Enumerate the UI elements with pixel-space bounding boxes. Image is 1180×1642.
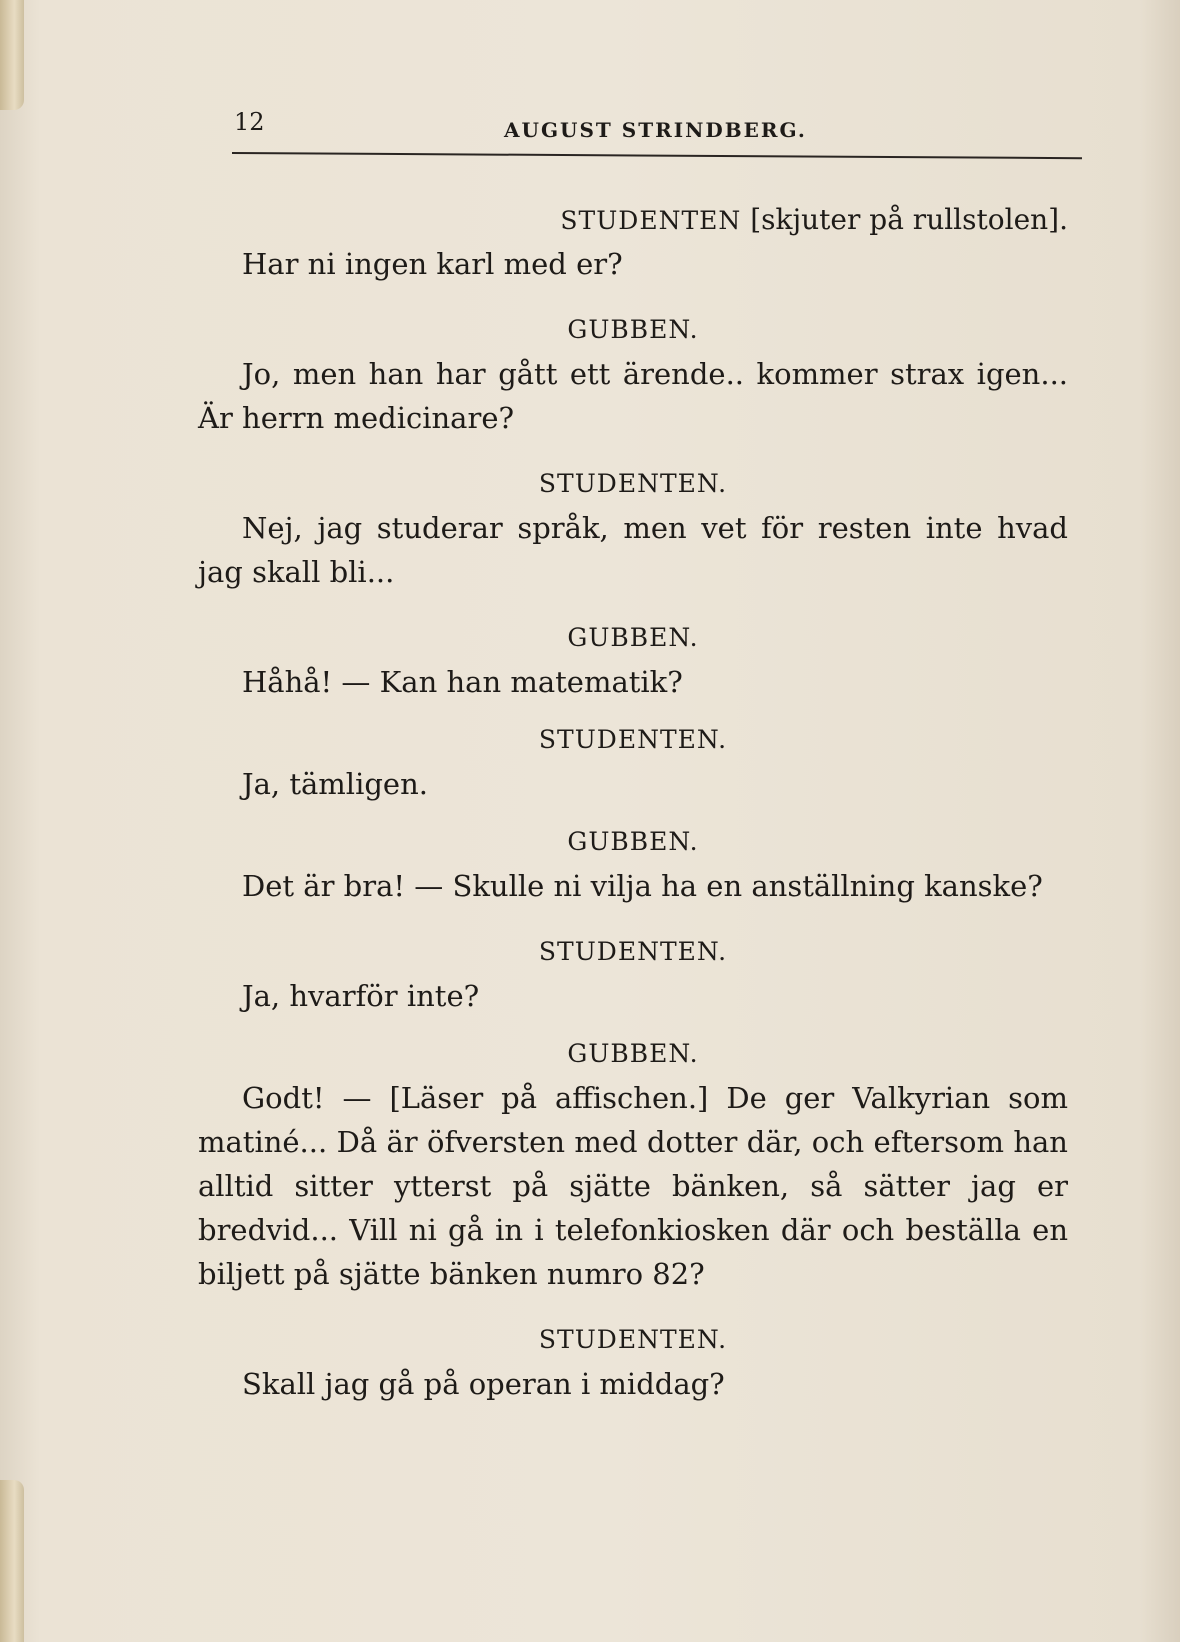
speaker-label: GUBBEN. [567,315,699,344]
speaker-name: STUDENTEN [560,206,742,235]
stage-direction: [skjuter på rullstolen]. [750,203,1068,236]
dialogue-line: Skall jag gå på operan i middag? [242,1367,725,1401]
dialogue-line: Det är bra! — Skulle ni vilja ha en anställning kanske? [242,869,1043,903]
dialogue-line: Håhå! — Kan han matematik? [242,665,683,699]
binding-edge-top [0,0,24,110]
speaker-label: STUDENTEN. [538,937,728,966]
speaker-label: STUDENTEN. [538,1325,728,1354]
header-rule [232,152,1082,159]
dialogue-line: Jo, men han har gått ett ärende.. kommer strax igen... Är herrn medicinare? [198,357,1068,435]
speaker-label [198,198,1068,242]
running-head: AUGUST STRINDBERG. [504,118,807,142]
page-header [232,104,1082,154]
dialogue-line: Ja, hvarför inte? [242,979,480,1013]
binding-edge-bottom [0,1480,24,1642]
speaker-label: STUDENTEN. [538,469,728,498]
page-number: 12 [234,108,265,136]
dialogue-text [198,198,1068,1428]
speaker-label: GUBBEN. [567,827,699,856]
dialogue-line: Godt! — [Läser på affischen.] De ger Valkyrian som matiné... Då är öfversten med dotter där, och eftersom han alltid sitter ytterst på sjätte bänken, så sätter jag er bredvid... Vill ni gå in i telefonkiosken där och beställa en biljett på sjätte bänken numro 82? [198,1081,1068,1291]
dialogue-line: Ja, tämligen. [242,767,428,801]
speaker-label: GUBBEN. [567,623,699,652]
dialogue-line: Har ni ingen karl med er? [242,247,623,281]
speaker-label: GUBBEN. [567,1039,699,1068]
speaker-label: STUDENTEN. [538,725,728,754]
dialogue-line: Nej, jag studerar språk, men vet för resten inte hvad jag skall bli... [198,511,1068,589]
